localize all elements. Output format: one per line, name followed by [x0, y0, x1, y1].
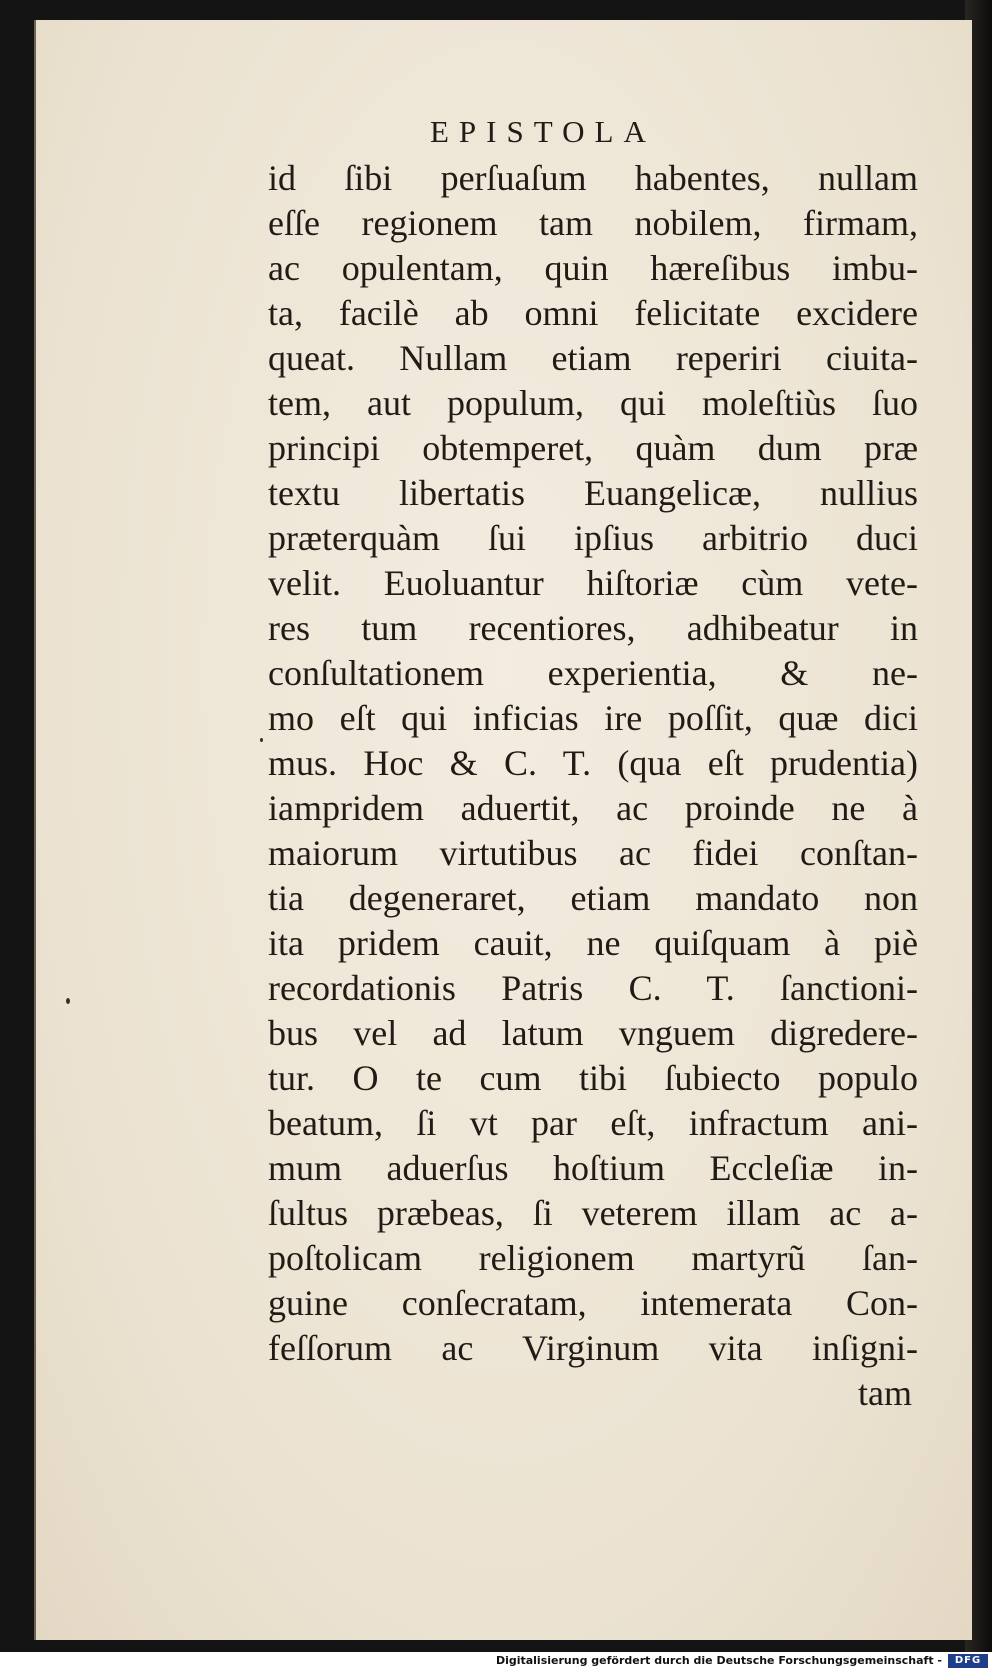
- text-line: tia degeneraret, etiam mandato non: [268, 878, 918, 918]
- text-line: res tum recentiores, adhibeatur in: [268, 608, 918, 648]
- text-line: ta, facilè ab omni felicitate excidere: [268, 293, 918, 333]
- text-line: queat. Nullam etiam reperiri ciuita-: [268, 338, 918, 378]
- text-line: mus. Hoc & C. T. (qua eſt prudentia): [268, 743, 918, 783]
- text-line: mum aduerſus hoſtium Eccleſiæ in-: [268, 1148, 918, 1188]
- ink-speck: [66, 998, 70, 1004]
- text-line: ſultus præbeas, ſi veterem illam ac a-: [268, 1193, 918, 1233]
- text-line: ita pridem cauit, ne quiſquam à piè: [268, 923, 918, 963]
- running-header: EPISTOLA: [430, 114, 656, 149]
- text-line: conſultationem experientia, & ne-: [268, 653, 918, 693]
- text-line: tem, aut populum, qui moleſtiùs ſuo: [268, 383, 918, 423]
- text-line: prӕterquàm ſui ipſius arbitrio duci: [268, 518, 918, 558]
- text-line: iampridem aduertit, ac proinde ne à: [268, 788, 918, 828]
- text-line: maiorum virtutibus ac fidei conſtan-: [268, 833, 918, 873]
- text-line: eſſe regionem tam nobilem, firmam,: [268, 203, 918, 243]
- text-line: principi obtemperet, quàm dum præ: [268, 428, 918, 468]
- funding-credit: Digitalisierung gefördert durch die Deutsche Forschungsgemeinschaft -: [495, 1654, 942, 1667]
- text-line: ac opulentam, quin hæreſibus imbu-: [268, 248, 918, 288]
- text-line: id ſibi perſuaſum habentes, nullam: [268, 158, 918, 198]
- digitization-footer: [0, 1652, 1000, 1671]
- text-line: mo eſt qui inficias ire poſſit, quæ dici: [268, 698, 918, 738]
- text-line: velit. Euoluantur hiſtoriæ cùm vete-: [268, 563, 918, 603]
- text-line: feſſorum ac Virginum vita inſigni-: [268, 1328, 918, 1368]
- text-line: tur. O te cum tibi ſubiecto populo: [268, 1058, 918, 1098]
- text-line: guine conſecratam, intemerata Con-: [268, 1283, 918, 1323]
- text-line: poſtolicam religionem martyrũ ſan-: [268, 1238, 918, 1278]
- text-line: bus vel ad latum vnguem digredere-: [268, 1013, 918, 1053]
- text-line: recordationis Patris C. T. ſanctioni-: [268, 968, 918, 1008]
- catchword: tam: [858, 1373, 912, 1413]
- ink-speck: [260, 738, 263, 742]
- body-text: [268, 156, 918, 1416]
- text-line: textu libertatis Euangelicæ, nullius: [268, 473, 918, 513]
- text-line: beatum, ſi vt par eſt, infractum ani-: [268, 1103, 918, 1143]
- dfg-logo: DFG: [948, 1654, 988, 1668]
